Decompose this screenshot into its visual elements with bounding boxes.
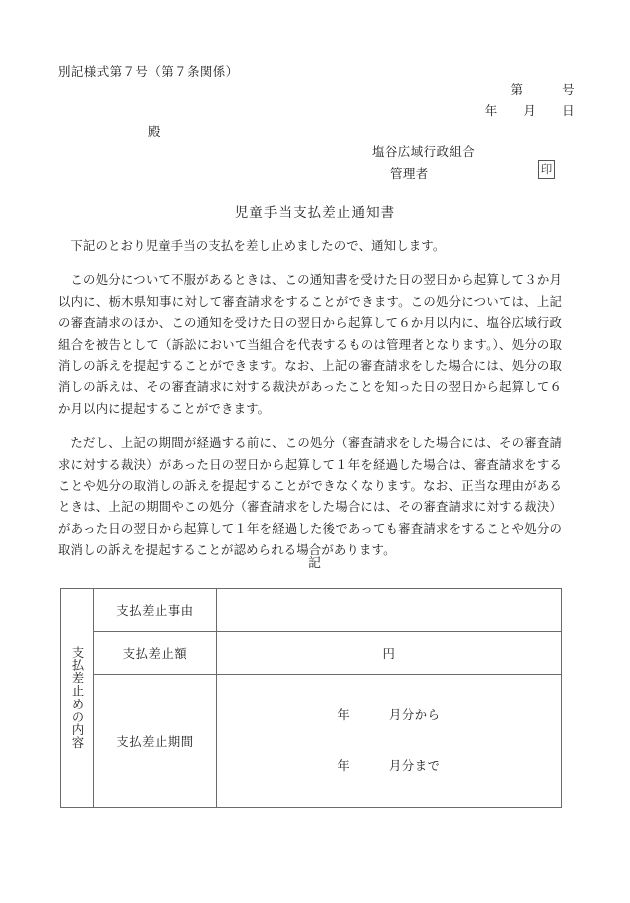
period-from-line: 年 月分から xyxy=(337,708,441,722)
form-number: 別記様式第７号（第７条関係） xyxy=(58,65,239,79)
document-number: 第 号 xyxy=(510,83,575,97)
document-body xyxy=(58,236,562,562)
limitation-paragraph: ただし、上記の期間が経過する前に、この処分（審査請求をした場合には、その審査請求に対する裁決）があった日の翌日から起算して１年を経過した場合は、審査請求をすることや処分の取消しの訴えを提起することができなくなります。なお、正当な理由があるときは、上記の期間やこの処分（審査請求をした場合には、その審査請求に対する裁決）があった日の翌日から起算して１年を経過した後であっても審査請求をすることや処分の取消しの訴えを提起することが認められる場合があります。 xyxy=(58,436,562,558)
lead-paragraph: 下記のとおり児童手当の支払を差し止めましたので、通知します。 xyxy=(70,239,446,253)
page-title: 児童手当支払差止通知書 xyxy=(234,205,396,220)
row-value-period xyxy=(217,675,562,808)
table-row xyxy=(61,589,562,632)
issuer-organization: 塩谷広域行政組合 xyxy=(372,145,476,159)
row-value-reason xyxy=(217,589,562,632)
seal-stamp-box: 印 xyxy=(538,160,555,179)
suspension-details-table xyxy=(60,588,562,808)
period-to-line: 年 月分まで xyxy=(337,759,441,773)
document-date: 年 月 日 xyxy=(484,104,575,118)
appeal-rights-paragraph: この処分について不服があるときは、この通知書を受けた日の翌日から起算して３か月以内に、栃木県知事に対して審査請求をすることができます。この処分については、上記の審査請求のほか、この通知を受けた日の翌日から起算して６か月以内に、塩谷広域行政組合を被告として（訴訟において当組合を代表するものは管理者となります。）、処分の取消しの訴えを提起することができます。なお、上記の審査請求をした場合には、処分の取消しの訴えは、その審査請求に対する裁決があったことを知った日の翌日から起算して６か月以内に提起することができます。 xyxy=(58,273,562,416)
row-label-amount: 支払差止額 xyxy=(94,632,217,675)
table-vertical-header: 支払差止めの内容 xyxy=(61,589,94,808)
kiji-marker: 記 xyxy=(308,556,322,570)
issuer-role: 管理者 xyxy=(390,167,429,181)
row-label-period: 支払差止期間 xyxy=(94,675,217,808)
row-label-reason: 支払差止事由 xyxy=(94,589,217,632)
addressee-honorific: 殿 xyxy=(148,125,161,139)
table-row xyxy=(61,632,562,675)
row-value-amount: 円 xyxy=(217,632,562,675)
table-row xyxy=(61,675,562,808)
